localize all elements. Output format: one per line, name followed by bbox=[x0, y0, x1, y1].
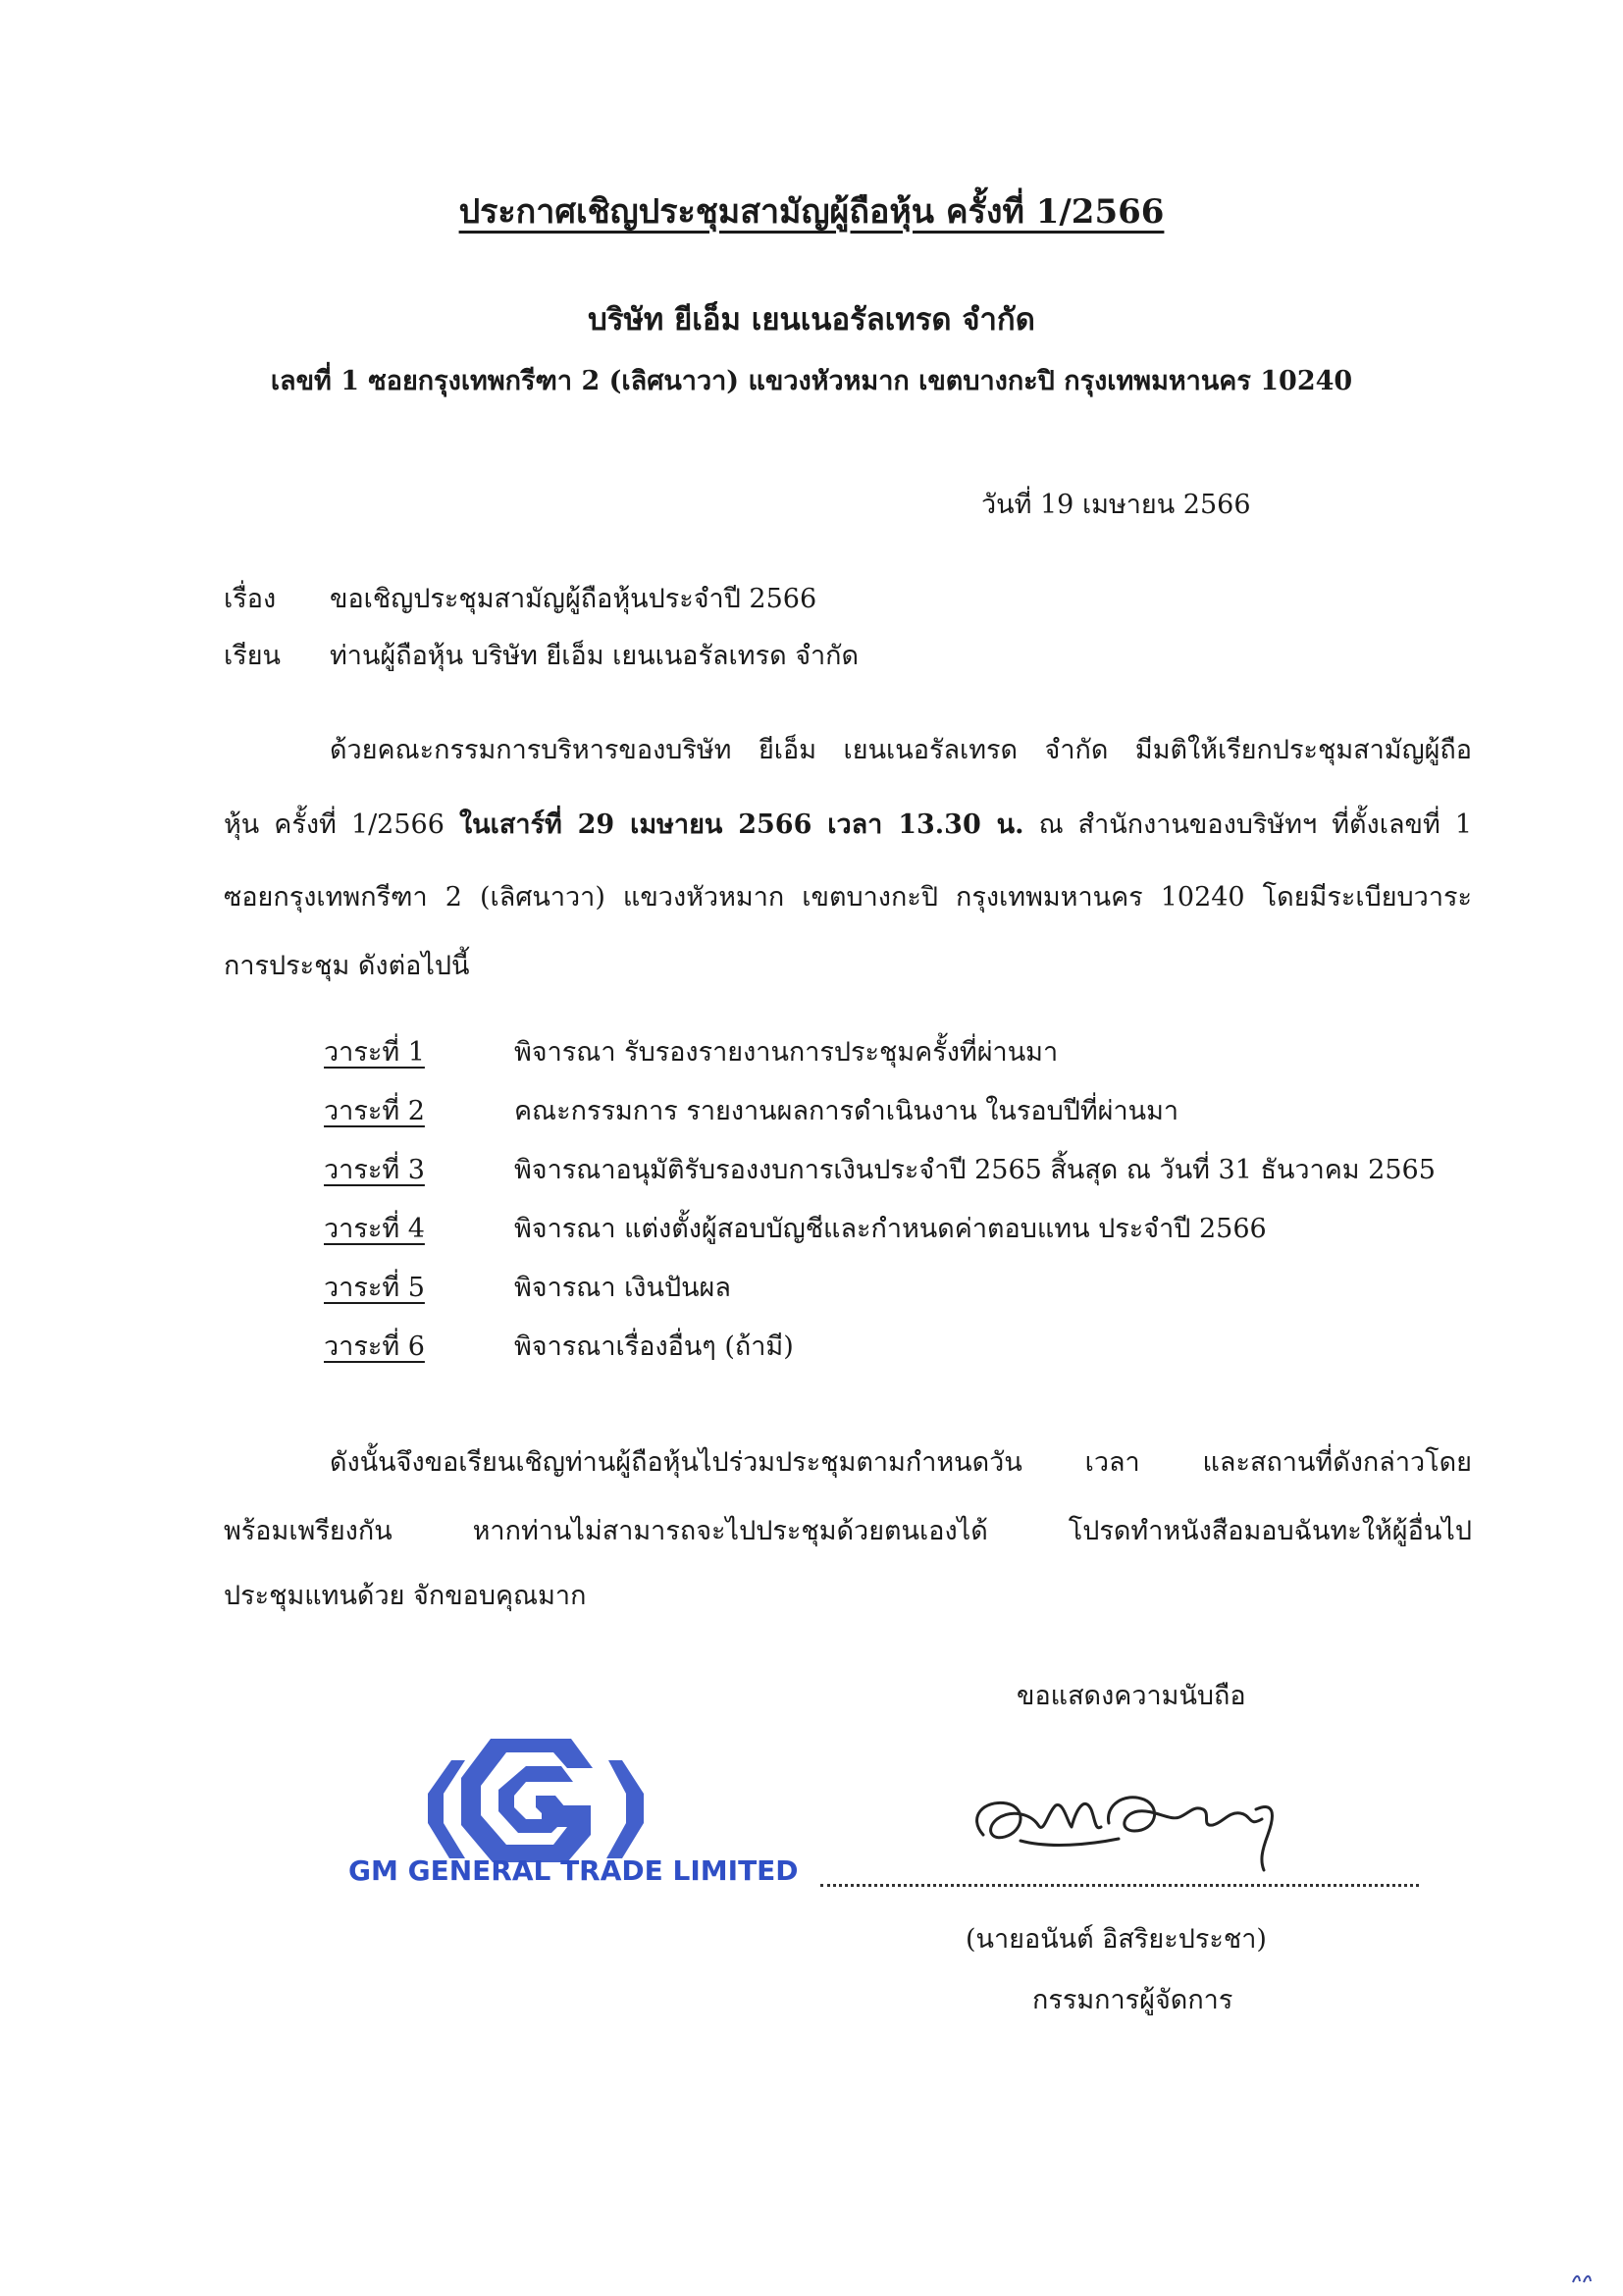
subject-label: เรื่อง bbox=[224, 584, 277, 614]
agenda-description: พิจารณา เงินปันผล bbox=[514, 1273, 731, 1303]
paragraph1-line2-end: ณ สำนักงานของบริษัทฯ ที่ตั้งเลขที่ 1 bbox=[1038, 809, 1472, 840]
agenda-number: วาระที่ 3 bbox=[324, 1155, 425, 1185]
agenda-number: วาระที่ 4 bbox=[324, 1214, 425, 1244]
meeting-datetime: ในเสาร์ที่ 29 เมษายน 2566 เวลา 13.30 น. bbox=[458, 809, 1024, 840]
paragraph1-line2 bbox=[224, 803, 1472, 845]
paragraph2-line1: ดังนั้นจึงขอเรียนเชิญท่านผู้ถือหุ้นไปร่วมประชุมตามกำหนดวัน เวลา และสถานที่ดังกล่าวโดย bbox=[330, 1447, 1472, 1478]
letter-date: วันที่ 19 เมษายน 2566 bbox=[981, 490, 1251, 520]
company-address: เลขที่ 1 ซอยกรุงเทพกรีฑา 2 (เลิศนาวา) แขวงหัวหมาก เขตบางกะปิ กรุงเทพมหานคร 10240 bbox=[270, 366, 1353, 396]
paragraph1-line1: ด้วยคณะกรรมการบริหารของบริษัท ยีเอ็ม เยนเนอรัลเทรด จำกัด มีมติให้เรียกประชุมสามัญผู้ถือ bbox=[330, 735, 1472, 765]
agenda-number: วาระที่ 1 bbox=[324, 1037, 425, 1068]
recipient-label: เรียน bbox=[224, 641, 282, 671]
recipient-text: ท่านผู้ถือหุ้น บริษัท ยีเอ็ม เยนเนอรัลเทรด จำกัด bbox=[330, 641, 860, 671]
agenda-number: วาระที่ 2 bbox=[324, 1096, 425, 1126]
signer-name: (นายอนันต์ อิสริยะประชา) bbox=[966, 1924, 1267, 1955]
agenda-description: คณะกรรมการ รายงานผลการดำเนินงาน ในรอบปีที่ผ่านมา bbox=[514, 1096, 1179, 1126]
agenda-description: พิจารณา รับรองรายงานการประชุมครั้งที่ผ่านมา bbox=[514, 1037, 1059, 1068]
agenda-description: พิจารณา แต่งตั้งผู้สอบบัญชีและกำหนดค่าตอบแทน ประจำปี 2566 bbox=[514, 1214, 1267, 1244]
handwritten-signature bbox=[962, 1766, 1285, 1874]
pen-mark-icon bbox=[1570, 2267, 1599, 2286]
agenda-description: พิจารณาเรื่องอื่นๆ (ถ้ามี) bbox=[514, 1331, 794, 1362]
signature-line bbox=[820, 1884, 1419, 1887]
company-name: บริษัท ยีเอ็ม เยนเนอรัลเทรด จำกัด bbox=[588, 302, 1035, 338]
paragraph1-line4: การประชุม ดังต่อไปนี้ bbox=[224, 951, 470, 981]
closing-salutation: ขอแสดงความนับถือ bbox=[1017, 1681, 1246, 1711]
paragraph2-line2: พร้อมเพรียงกัน หากท่านไม่สามารถจะไปประชุมด้วยตนเองได้ โปรดทำหนังสือมอบฉันทะให้ผู้อื่นไป bbox=[224, 1516, 1472, 1546]
agenda-description: พิจารณาอนุมัติรับรองงบการเงินประจำปี 2565 สิ้นสุด ณ วันที่ 31 ธันวาคม 2565 bbox=[514, 1155, 1436, 1185]
subject-text: ขอเชิญประชุมสามัญผู้ถือหุ้นประจำปี 2566 bbox=[330, 584, 817, 614]
paragraph1-line3: ซอยกรุงเทพกรีฑา 2 (เลิศนาวา) แขวงหัวหมาก เขตบางกะปิ กรุงเทพมหานคร 10240 โดยมีระเบียบวาระ bbox=[224, 882, 1472, 913]
signer-title: กรรมการผู้จัดการ bbox=[1032, 1985, 1233, 2015]
agenda-number: วาระที่ 5 bbox=[324, 1273, 425, 1303]
paragraph2-line3: ประชุมแทนด้วย จักขอบคุณมาก bbox=[224, 1581, 587, 1611]
paragraph1-line2-start: หุ้น ครั้งที่ 1/2566 bbox=[224, 809, 445, 840]
agenda-number: วาระที่ 6 bbox=[324, 1331, 425, 1362]
document-title: ประกาศเชิญประชุมสามัญผู้ถือหุ้น ครั้งที่ 1/2566 bbox=[458, 192, 1165, 232]
logo-text: GM GENERAL TRADE LIMITED bbox=[348, 1854, 799, 1887]
